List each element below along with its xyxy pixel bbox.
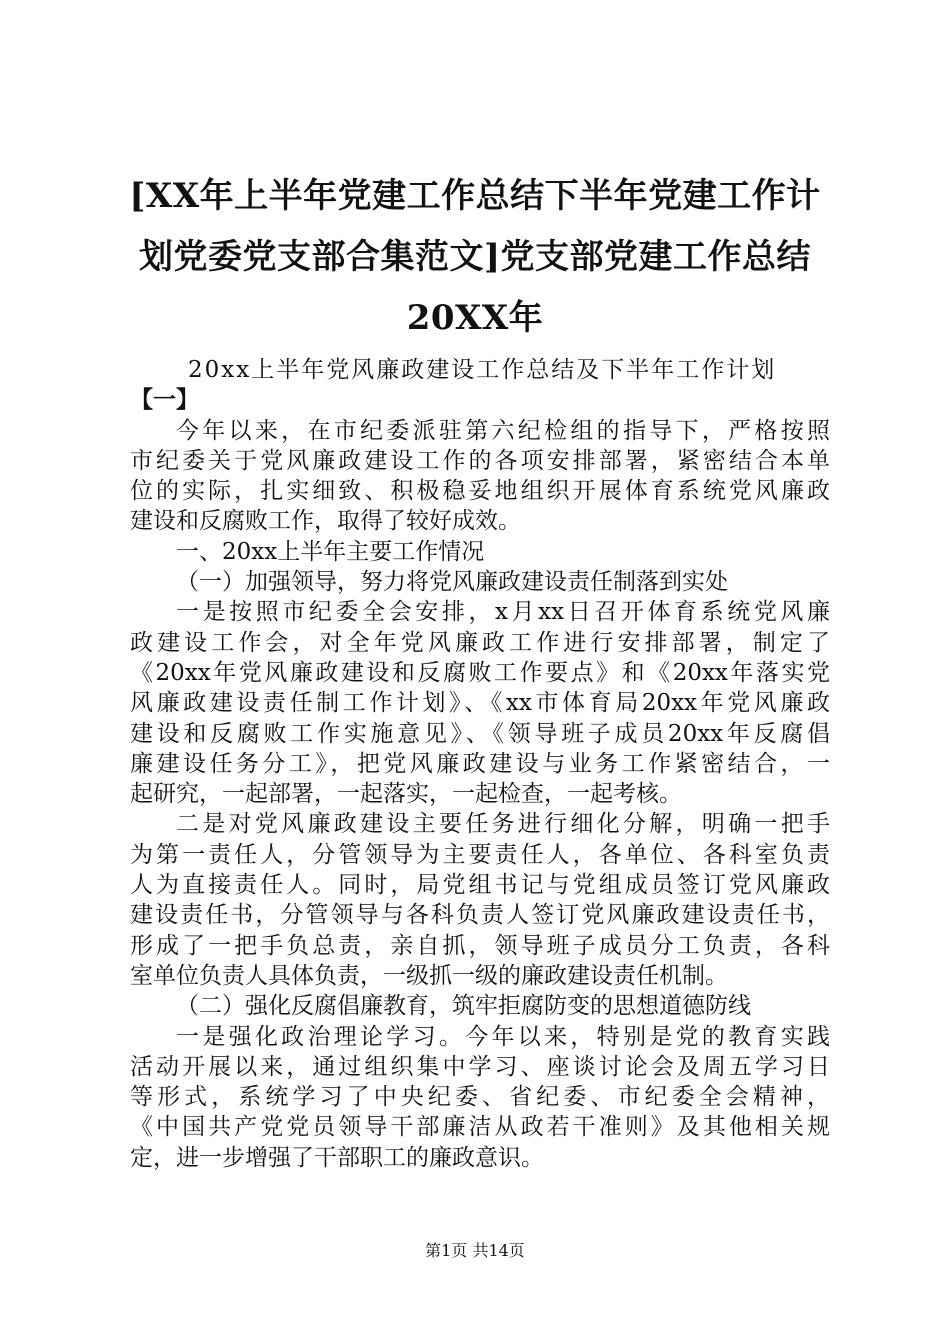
paragraph-line: 建设和反腐败工作，取得了较好成效。 bbox=[130, 508, 521, 535]
paragraph-line: 市纪委关于党风廉政建设工作的各项安排部署，紧密结合本单 bbox=[130, 447, 830, 474]
paragraph-line: 形成了一把手负总责，亲自抓，领导班子成员分工负责，各科 bbox=[130, 932, 830, 959]
paragraph-line: 室单位负责人具体负责，一级抓一级的廉政建设责任机制。 bbox=[130, 962, 728, 989]
paragraph-line: 政建设工作会，对全年党风廉政工作进行安排部署，制定了 bbox=[130, 629, 830, 656]
paragraph-line: 今年以来，在市纪委派驻第六纪检组的指导下，严格按照 bbox=[176, 417, 830, 444]
paragraph-point-one bbox=[130, 597, 830, 809]
document-title bbox=[120, 166, 830, 349]
paragraph-line: 为第一责任人，分管领导为主要责任人，各单位、各科室负责 bbox=[130, 841, 830, 868]
section-subtitle-bracket: 【一】 bbox=[130, 386, 199, 414]
paragraph-line: 廉建设任务分工》，把党风廉政建设与业务工作紧密结合，一 bbox=[130, 750, 830, 777]
paragraph-line: 一是按照市纪委全会安排，x月xx日召开体育系统党风廉 bbox=[176, 599, 830, 626]
paragraph-line: 人为直接责任人。同时，局党组书记与党组成员签订党风廉政 bbox=[130, 872, 830, 899]
paragraph-line: 《中国共产党党员领导干部廉洁从政若干准则》及其他相关规 bbox=[130, 1114, 830, 1141]
subsection-heading: （二）强化反腐倡廉教育，筑牢拒腐防变的思想道德防线 bbox=[176, 993, 751, 1020]
paragraph-point-two bbox=[130, 809, 830, 991]
paragraph-line: 风廉政建设责任制工作计划》、《xx市体育局20xx年党风廉政 bbox=[130, 690, 830, 717]
title-line: 20XX年 bbox=[406, 298, 544, 338]
page-footer: 第1页 共14页 bbox=[425, 1241, 525, 1260]
paragraph-line: 一是强化政治理论学习。今年以来，特别是党的教育实践 bbox=[176, 1023, 830, 1050]
paragraph-line: 二是对党风廉政建设主要任务进行细化分解，明确一把手 bbox=[176, 811, 830, 838]
section-heading: 一、20xx上半年主要工作情况 bbox=[176, 538, 485, 565]
paragraph-theory-study bbox=[130, 1022, 830, 1173]
section-subtitle: 20xx上半年党风廉政建设工作总结及下半年工作计划 bbox=[188, 357, 777, 383]
paragraph-line: 定，进一步增强了干部职工的廉政意识。 bbox=[130, 1144, 544, 1171]
subsection-heading: （一）加强领导，努力将党风廉政建设责任制落到实处 bbox=[176, 569, 728, 596]
title-line: 划党委党支部合集范文]党支部党建工作总结 bbox=[138, 237, 812, 277]
paragraph-intro bbox=[130, 416, 830, 537]
document-body bbox=[130, 355, 830, 1173]
title-line: [XX年上半年党建工作总结下半年党建工作计 bbox=[129, 176, 821, 216]
paragraph-line: 活动开展以来，通过组织集中学习、座谈讨论会及周五学习日 bbox=[130, 1053, 830, 1080]
paragraph-line: 位的实际，扎实细致、积极稳妥地组织开展体育系统党风廉政 bbox=[130, 478, 830, 505]
paragraph-line: 《20xx年党风廉政建设和反腐败工作要点》和《20xx年落实党 bbox=[130, 659, 830, 686]
paragraph-line: 等形式，系统学习了中央纪委、省纪委、市纪委全会精神， bbox=[130, 1084, 830, 1111]
paragraph-line: 起研究，一起部署，一起落实，一起检查，一起考核。 bbox=[130, 781, 682, 808]
paragraph-line: 建设和反腐败工作实施意见》、《领导班子成员20xx年反腐倡 bbox=[130, 720, 830, 747]
paragraph-line: 建设责任书，分管领导与各科负责人签订党风廉政建设责任书， bbox=[130, 902, 830, 929]
